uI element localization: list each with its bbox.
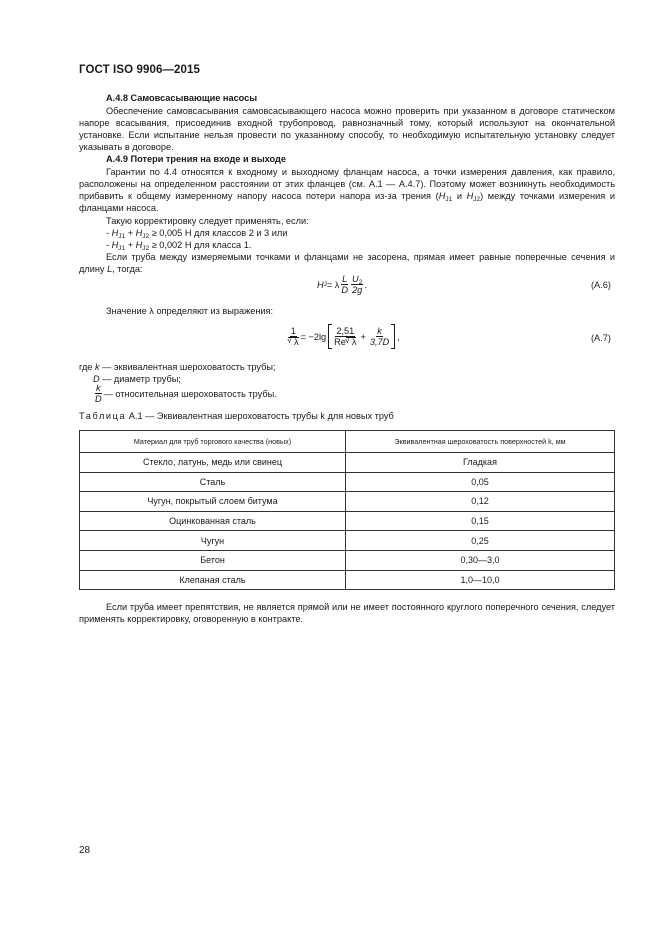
where-d: D — диаметр трубы; <box>93 374 181 384</box>
paragraph-a48: Обеспечение самовсасывания самовсасывающего насоса можно проверить при указанном в договоре статическом напоре всасывания, присоединив входной трубопровод, равнозначный тому, который используют на окончательной установке. Если испытание нельзя провести по указанному способу, то необходимую испытательную установку следует указывать в договоре. <box>79 106 615 153</box>
where-k: где k — эквивалентная шероховатость трубы; <box>79 362 276 372</box>
equation-number-a6: (А.6) <box>591 280 611 290</box>
formula-a6: H J = λ $\frac{L}{D}$ $\frac{U_2}{2g}$ . <box>317 274 367 295</box>
table-cell-roughness: Гладкая <box>346 453 615 473</box>
table-cell-roughness: 1,0—10,0 <box>346 570 615 590</box>
table-cell-material: Стекло, латунь, медь или свинец <box>80 453 346 473</box>
table-cell-roughness: 0,12 <box>346 492 615 512</box>
paragraph-clean-pipe: Если труба между измеряемыми точками и фланцами не засорена, прямая имеет равные поперечные сечения и длину L, тогда: <box>79 252 615 275</box>
table-header-roughness: Эквивалентная шероховатость поверхностей k, мм <box>346 431 615 453</box>
table-row <box>80 531 615 551</box>
table-cell-material: Чугун <box>80 531 346 551</box>
table-caption: Таблица А.1 — Эквивалентная шероховатость трубы k для новых труб <box>79 411 394 421</box>
table-row <box>80 570 615 590</box>
table-row <box>80 472 615 492</box>
condition-class-2-3: - $H_{J1} + H_{J2} \ge 0,005$ H для классов 2 и 3 или <box>106 228 288 240</box>
table-cell-roughness: 0,25 <box>346 531 615 551</box>
table-cell-roughness: 0,15 <box>346 511 615 531</box>
standard-header: ГОСТ ISO 9906—2015 <box>79 64 201 76</box>
table-row <box>80 453 615 473</box>
condition-class-1: - $H_{J1} + H_{J2} \ge 0,002$ H для класса 1. <box>106 240 252 252</box>
table-cell-material: Клепаная сталь <box>80 570 346 590</box>
table-row <box>80 550 615 570</box>
table-header-material: Материал для труб торгового качества (новых) <box>80 431 346 453</box>
paragraph-correction-intro: Такую корректировку следует применять, если: <box>106 216 309 226</box>
table-cell-material: Бетон <box>80 550 346 570</box>
closing-paragraph: Если труба имеет препятствия, не является прямой или не имеет постоянного круглого поперечного сечения, следует применять корректировку, оговоренную в контракте. <box>79 602 615 625</box>
formula-a7: 1 √ λ = −2lg $\frac{2,51}{Re√ \lambda}$ + $\frac{k}{3,7D}$ , <box>286 324 400 349</box>
where-relative-roughness: $\frac{k}{D}$ — относительная шероховатость трубы. <box>95 383 277 404</box>
heading-a49: А.4.9 Потери трения на входе и выходе <box>106 154 286 164</box>
table-cell-roughness: 0,30—3,0 <box>346 550 615 570</box>
table-cell-material: Сталь <box>80 472 346 492</box>
equation-number-a7: (А.7) <box>591 333 611 343</box>
roughness-table <box>79 430 615 590</box>
heading-a48: А.4.8 Самовсасывающие насосы <box>106 93 258 103</box>
page-number: 28 <box>79 845 91 856</box>
table-header-row <box>80 431 615 453</box>
paragraph-lambda: Значение λ определяют из выражения: <box>106 306 274 316</box>
table-cell-material: Чугун, покрытый слоем битума <box>80 492 346 512</box>
table-row <box>80 492 615 512</box>
table-cell-material: Оцинкованная сталь <box>80 511 346 531</box>
paragraph-a49-guarantees: Гарантии по 4.4 относятся к входному и выходному фланцам насоса, а точки измерения давления, как правило, расположены на определенном расстоянии от этих фланцев (см. А.1 — А.4.7). Поэтому может возникнуть необходимость прибавить к общему измеренному напору насоса потери напора из-за трения ($H_{J1}$ и $H_{J2}$) между точками измерения и фланцами насоса. <box>79 167 615 214</box>
table-cell-roughness: 0,05 <box>346 472 615 492</box>
table-row <box>80 511 615 531</box>
